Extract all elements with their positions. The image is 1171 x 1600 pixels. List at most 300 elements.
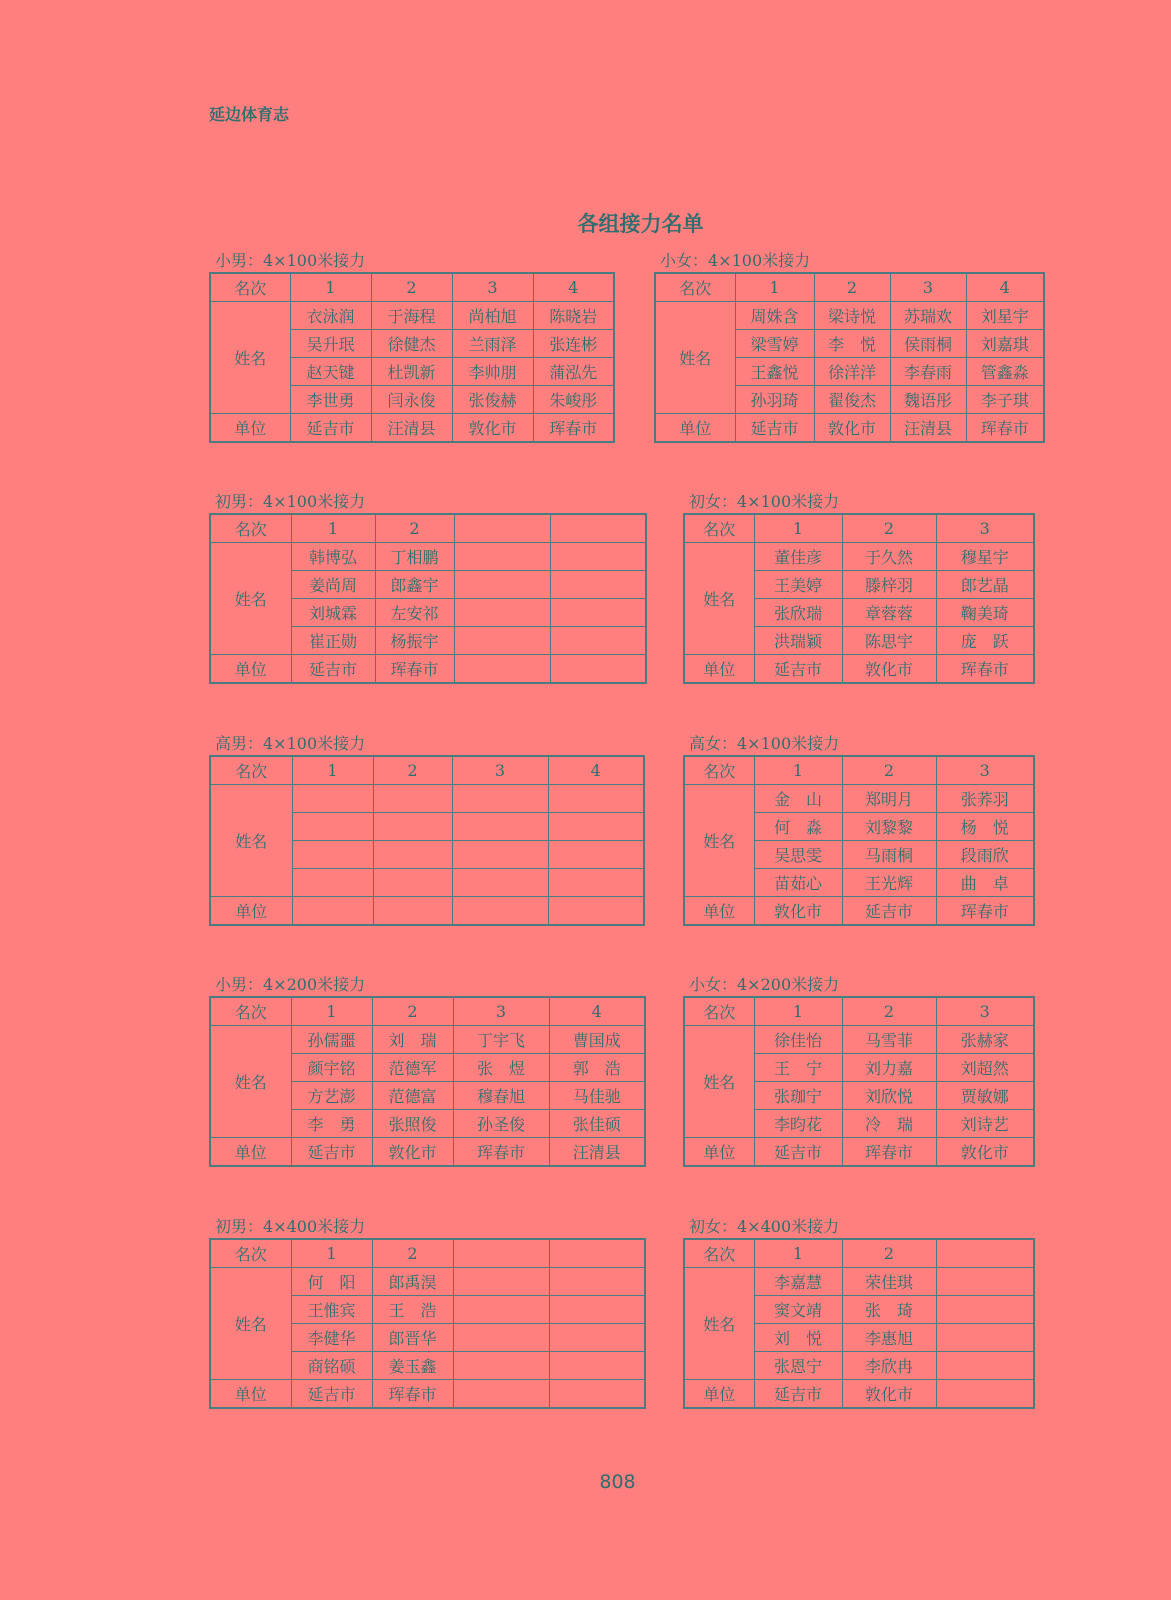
- athlete-name-cell: 张佳硕: [549, 1110, 645, 1138]
- athlete-name-cell: [373, 869, 452, 897]
- rank-cell: 4: [533, 273, 614, 302]
- athlete-name-cell: 张连彬: [533, 330, 614, 358]
- athlete-name-cell: [453, 1352, 549, 1380]
- athlete-name-cell: 刘欣悦: [842, 1082, 936, 1110]
- unit-cell: 延吉市: [291, 1380, 372, 1409]
- page-number: 808: [599, 1471, 636, 1493]
- unit-cell: 珲春市: [842, 1138, 936, 1167]
- unit-label: 单位: [655, 414, 735, 443]
- athlete-name-cell: 张珈宁: [754, 1082, 842, 1110]
- athlete-name-cell: 刘力嘉: [842, 1054, 936, 1082]
- athlete-name-cell: 韩博弘: [291, 543, 375, 571]
- unit-cell: 敦化市: [372, 1138, 453, 1167]
- athlete-name-cell: [549, 1352, 645, 1380]
- name-label: 姓名: [210, 785, 292, 897]
- rank-cell: 3: [453, 997, 549, 1026]
- unit-label: 单位: [210, 1380, 291, 1409]
- unit-cell: 延吉市: [291, 1138, 372, 1167]
- unit-cell: 敦化市: [452, 414, 533, 443]
- athlete-name-cell: 穆春旭: [453, 1082, 549, 1110]
- rank-label: 名次: [655, 273, 735, 302]
- athlete-name-cell: 李帅朋: [452, 358, 533, 386]
- table-row: [210, 302, 614, 330]
- relay-table: [654, 272, 1045, 443]
- athlete-name-cell: 闫永俊: [371, 386, 452, 414]
- athlete-name-cell: 蒲泓先: [533, 358, 614, 386]
- unit-row: [210, 414, 614, 443]
- rank-cell: 1: [754, 514, 842, 543]
- athlete-name-cell: 李昀花: [754, 1110, 842, 1138]
- rank-cell: 2: [842, 997, 936, 1026]
- rank-cell: 1: [754, 1239, 842, 1268]
- relay-table: [683, 513, 1035, 684]
- athlete-name-cell: [549, 1324, 645, 1352]
- relay-table: [209, 1238, 646, 1409]
- athlete-name-cell: 左安祁: [375, 599, 454, 627]
- rank-label: 名次: [684, 756, 754, 785]
- unit-cell: 延吉市: [290, 414, 371, 443]
- table-row: [684, 1268, 1034, 1296]
- unit-cell: 珲春市: [375, 655, 454, 684]
- athlete-name-cell: [936, 1324, 1034, 1352]
- athlete-name-cell: 王鑫悦: [735, 358, 814, 386]
- unit-row: [210, 655, 646, 684]
- athlete-name-cell: 管鑫淼: [966, 358, 1044, 386]
- athlete-name-cell: 张恩宁: [754, 1352, 842, 1380]
- name-label: 姓名: [210, 1268, 291, 1380]
- unit-label: 单位: [210, 655, 291, 684]
- unit-cell: 延吉市: [842, 897, 936, 926]
- rank-row: [210, 273, 614, 302]
- rank-label: 名次: [210, 756, 292, 785]
- athlete-name-cell: 贾敏娜: [936, 1082, 1034, 1110]
- rank-cell: 1: [292, 756, 373, 785]
- unit-cell: 珲春市: [372, 1380, 453, 1409]
- unit-cell: [373, 897, 452, 926]
- athlete-name-cell: 吴思雯: [754, 841, 842, 869]
- rank-row: [655, 273, 1044, 302]
- athlete-name-cell: 陈思宇: [842, 627, 936, 655]
- rank-cell: 4: [548, 756, 644, 785]
- athlete-name-cell: 曹国成: [549, 1026, 645, 1054]
- rank-cell: 2: [842, 1239, 936, 1268]
- rank-cell: 4: [966, 273, 1044, 302]
- relay-table-title: 小男：4×200米接力: [215, 975, 366, 994]
- rank-cell: 1: [291, 997, 372, 1026]
- athlete-name-cell: 魏语彤: [890, 386, 966, 414]
- relay-table-title: 初男：4×400米接力: [215, 1217, 366, 1236]
- rank-label: 名次: [684, 997, 754, 1026]
- table-row: [210, 1268, 645, 1296]
- athlete-name-cell: 姜尚周: [291, 571, 375, 599]
- unit-row: [684, 1380, 1034, 1409]
- table-row: [210, 1026, 645, 1054]
- athlete-name-cell: [936, 1352, 1034, 1380]
- unit-cell: [936, 1380, 1034, 1409]
- name-label: 姓名: [655, 302, 735, 414]
- athlete-name-cell: [550, 627, 646, 655]
- rank-cell: 1: [754, 756, 842, 785]
- athlete-name-cell: 王 宁: [754, 1054, 842, 1082]
- unit-row: [684, 655, 1034, 684]
- athlete-name-cell: [292, 813, 373, 841]
- relay-table-block: [683, 492, 1035, 684]
- unit-label: 单位: [210, 1138, 291, 1167]
- athlete-name-cell: 徐健杰: [371, 330, 452, 358]
- relay-table-title: 初男：4×100米接力: [215, 492, 366, 511]
- athlete-name-cell: [550, 543, 646, 571]
- athlete-name-cell: 刘 瑞: [372, 1026, 453, 1054]
- rank-row: [684, 997, 1034, 1026]
- athlete-name-cell: 李 勇: [291, 1110, 372, 1138]
- athlete-name-cell: 苏瑞欢: [890, 302, 966, 330]
- athlete-name-cell: 范德军: [372, 1054, 453, 1082]
- athlete-name-cell: 刘星宇: [966, 302, 1044, 330]
- relay-table-title: 初女：4×100米接力: [689, 492, 840, 511]
- relay-table-block: [654, 251, 1045, 443]
- athlete-name-cell: 王惟宾: [291, 1296, 372, 1324]
- athlete-name-cell: 苗茹心: [754, 869, 842, 897]
- athlete-name-cell: 曲 卓: [936, 869, 1034, 897]
- athlete-name-cell: 李惠旭: [842, 1324, 936, 1352]
- table-row: [210, 785, 644, 813]
- name-label: 姓名: [210, 543, 291, 655]
- rank-label: 名次: [210, 514, 291, 543]
- athlete-name-cell: 杨振宇: [375, 627, 454, 655]
- unit-label: 单位: [684, 897, 754, 926]
- athlete-name-cell: [373, 785, 452, 813]
- athlete-name-cell: 徐佳怡: [754, 1026, 842, 1054]
- unit-label: 单位: [684, 1138, 754, 1167]
- athlete-name-cell: 章蓉蓉: [842, 599, 936, 627]
- rank-cell: 1: [754, 997, 842, 1026]
- athlete-name-cell: 段雨欣: [936, 841, 1034, 869]
- athlete-name-cell: 刘诗艺: [936, 1110, 1034, 1138]
- rank-cell: 1: [291, 1239, 372, 1268]
- athlete-name-cell: [452, 841, 548, 869]
- athlete-name-cell: [549, 1296, 645, 1324]
- athlete-name-cell: 郎艺晶: [936, 571, 1034, 599]
- relay-table: [209, 513, 647, 684]
- table-row: [210, 543, 646, 571]
- athlete-name-cell: 丁相鹏: [375, 543, 454, 571]
- athlete-name-cell: 孙圣俊: [453, 1110, 549, 1138]
- unit-cell: [549, 1380, 645, 1409]
- athlete-name-cell: 刘城霖: [291, 599, 375, 627]
- rank-label: 名次: [210, 273, 290, 302]
- athlete-name-cell: 周姝含: [735, 302, 814, 330]
- athlete-name-cell: 赵天键: [290, 358, 371, 386]
- rank-cell: 2: [842, 756, 936, 785]
- unit-cell: 敦化市: [754, 897, 842, 926]
- athlete-name-cell: 李世勇: [290, 386, 371, 414]
- unit-cell: 珲春市: [453, 1138, 549, 1167]
- athlete-name-cell: 于久然: [842, 543, 936, 571]
- unit-cell: 敦化市: [936, 1138, 1034, 1167]
- athlete-name-cell: 刘黎黎: [842, 813, 936, 841]
- unit-label: 单位: [210, 414, 290, 443]
- rank-row: [684, 1239, 1034, 1268]
- athlete-name-cell: 郎晋华: [372, 1324, 453, 1352]
- athlete-name-cell: 金 山: [754, 785, 842, 813]
- rank-row: [684, 756, 1034, 785]
- table-row: [684, 785, 1034, 813]
- relay-table-title: 小女：4×100米接力: [660, 251, 811, 270]
- rank-label: 名次: [210, 1239, 291, 1268]
- athlete-name-cell: 穆星宇: [936, 543, 1034, 571]
- rank-row: [210, 514, 646, 543]
- unit-cell: 延吉市: [291, 655, 375, 684]
- athlete-name-cell: 孙羽琦: [735, 386, 814, 414]
- athlete-name-cell: 刘超然: [936, 1054, 1034, 1082]
- athlete-name-cell: 张 琦: [842, 1296, 936, 1324]
- athlete-name-cell: 方艺澎: [291, 1082, 372, 1110]
- running-header: 延边体育志: [209, 105, 290, 124]
- athlete-name-cell: 马雨桐: [842, 841, 936, 869]
- athlete-name-cell: [453, 1268, 549, 1296]
- unit-cell: 延吉市: [754, 1380, 842, 1409]
- athlete-name-cell: [454, 599, 550, 627]
- athlete-name-cell: 张俊赫: [452, 386, 533, 414]
- unit-row: [684, 1138, 1034, 1167]
- athlete-name-cell: [453, 1296, 549, 1324]
- athlete-name-cell: 张荞羽: [936, 785, 1034, 813]
- athlete-name-cell: 李欣冉: [842, 1352, 936, 1380]
- relay-table-block: [683, 734, 1035, 926]
- relay-table-block: [683, 1217, 1035, 1409]
- athlete-name-cell: 张欣瑞: [754, 599, 842, 627]
- unit-cell: 延吉市: [754, 655, 842, 684]
- athlete-name-cell: 孙儒噩: [291, 1026, 372, 1054]
- unit-row: [210, 1380, 645, 1409]
- athlete-name-cell: 马雪菲: [842, 1026, 936, 1054]
- relay-table-title: 小女：4×200米接力: [689, 975, 840, 994]
- athlete-name-cell: 马佳驰: [549, 1082, 645, 1110]
- athlete-name-cell: 滕梓羽: [842, 571, 936, 599]
- athlete-name-cell: [548, 785, 644, 813]
- unit-row: [210, 1138, 645, 1167]
- rank-cell: 2: [372, 997, 453, 1026]
- relay-table-title: 高男：4×100米接力: [215, 734, 366, 753]
- athlete-name-cell: 商铭硕: [291, 1352, 372, 1380]
- athlete-name-cell: 李 悦: [814, 330, 890, 358]
- relay-table: [209, 272, 615, 443]
- athlete-name-cell: 荣佳琪: [842, 1268, 936, 1296]
- athlete-name-cell: 颜宇铭: [291, 1054, 372, 1082]
- athlete-name-cell: [373, 813, 452, 841]
- athlete-name-cell: 郑明月: [842, 785, 936, 813]
- relay-table: [683, 755, 1035, 926]
- rank-cell: 1: [291, 514, 375, 543]
- relay-table-title: 初女：4×400米接力: [689, 1217, 840, 1236]
- athlete-name-cell: 杜凯新: [371, 358, 452, 386]
- relay-table-title: 高女：4×100米接力: [689, 734, 840, 753]
- relay-table-block: [209, 492, 647, 684]
- unit-cell: 汪清县: [371, 414, 452, 443]
- athlete-name-cell: [548, 869, 644, 897]
- rank-cell: 2: [371, 273, 452, 302]
- rank-cell: 1: [735, 273, 814, 302]
- relay-table: [683, 1238, 1035, 1409]
- page-title: 各组接力名单: [577, 212, 704, 236]
- unit-cell: 敦化市: [842, 655, 936, 684]
- relay-table-block: [683, 975, 1035, 1167]
- relay-table: [209, 996, 646, 1167]
- athlete-name-cell: 梁雪婷: [735, 330, 814, 358]
- unit-row: [655, 414, 1044, 443]
- rank-cell: 2: [814, 273, 890, 302]
- athlete-name-cell: 张照俊: [372, 1110, 453, 1138]
- unit-row: [684, 897, 1034, 926]
- athlete-name-cell: 兰雨泽: [452, 330, 533, 358]
- rank-cell: [549, 1239, 645, 1268]
- rank-cell: 2: [375, 514, 454, 543]
- rank-cell: [550, 514, 646, 543]
- athlete-name-cell: 张赫家: [936, 1026, 1034, 1054]
- name-label: 姓名: [684, 1026, 754, 1138]
- relay-table: [683, 996, 1035, 1167]
- athlete-name-cell: [292, 841, 373, 869]
- rank-cell: [936, 1239, 1034, 1268]
- athlete-name-cell: 庞 跃: [936, 627, 1034, 655]
- athlete-name-cell: 窦文靖: [754, 1296, 842, 1324]
- athlete-name-cell: 翟俊杰: [814, 386, 890, 414]
- unit-cell: 延吉市: [754, 1138, 842, 1167]
- unit-cell: 敦化市: [842, 1380, 936, 1409]
- rank-cell: 3: [452, 756, 548, 785]
- athlete-name-cell: [452, 785, 548, 813]
- relay-table-title: 小男：4×100米接力: [215, 251, 366, 270]
- athlete-name-cell: 朱峻彤: [533, 386, 614, 414]
- athlete-name-cell: 鞠美琦: [936, 599, 1034, 627]
- athlete-name-cell: 王 浩: [372, 1296, 453, 1324]
- rank-label: 名次: [684, 514, 754, 543]
- relay-table-block: [209, 734, 645, 926]
- rank-label: 名次: [684, 1239, 754, 1268]
- athlete-name-cell: 刘 悦: [754, 1324, 842, 1352]
- athlete-name-cell: 李春雨: [890, 358, 966, 386]
- athlete-name-cell: 范德富: [372, 1082, 453, 1110]
- athlete-name-cell: 何 淼: [754, 813, 842, 841]
- athlete-name-cell: [936, 1268, 1034, 1296]
- unit-cell: [452, 897, 548, 926]
- unit-cell: [550, 655, 646, 684]
- relay-table: [209, 755, 645, 926]
- rank-cell: 2: [373, 756, 452, 785]
- athlete-name-cell: 李健华: [291, 1324, 372, 1352]
- athlete-name-cell: 陈晓岩: [533, 302, 614, 330]
- relay-table-block: [209, 975, 646, 1167]
- rank-cell: [454, 514, 550, 543]
- athlete-name-cell: 李嘉慧: [754, 1268, 842, 1296]
- athlete-name-cell: [550, 571, 646, 599]
- athlete-name-cell: 吴升珉: [290, 330, 371, 358]
- rank-cell: 1: [290, 273, 371, 302]
- athlete-name-cell: 崔正勋: [291, 627, 375, 655]
- athlete-name-cell: [548, 813, 644, 841]
- table-row: [655, 302, 1044, 330]
- athlete-name-cell: 董佳彦: [754, 543, 842, 571]
- athlete-name-cell: 何 阳: [291, 1268, 372, 1296]
- rank-cell: 3: [452, 273, 533, 302]
- athlete-name-cell: [454, 571, 550, 599]
- unit-cell: 敦化市: [814, 414, 890, 443]
- athlete-name-cell: 衣泳润: [290, 302, 371, 330]
- athlete-name-cell: 侯雨桐: [890, 330, 966, 358]
- unit-label: 单位: [684, 1380, 754, 1409]
- athlete-name-cell: 洪瑞颖: [754, 627, 842, 655]
- name-label: 姓名: [210, 302, 290, 414]
- rank-cell: [453, 1239, 549, 1268]
- unit-cell: [453, 1380, 549, 1409]
- athlete-name-cell: 郭 浩: [549, 1054, 645, 1082]
- athlete-name-cell: 丁宇飞: [453, 1026, 549, 1054]
- athlete-name-cell: [453, 1324, 549, 1352]
- unit-cell: 珲春市: [936, 897, 1034, 926]
- unit-label: 单位: [210, 897, 292, 926]
- rank-cell: 3: [936, 514, 1034, 543]
- unit-cell: 汪清县: [890, 414, 966, 443]
- athlete-name-cell: 徐洋洋: [814, 358, 890, 386]
- athlete-name-cell: 张 煜: [453, 1054, 549, 1082]
- table-row: [684, 543, 1034, 571]
- unit-cell: 珲春市: [533, 414, 614, 443]
- athlete-name-cell: 刘嘉琪: [966, 330, 1044, 358]
- unit-cell: 珲春市: [936, 655, 1034, 684]
- athlete-name-cell: [548, 841, 644, 869]
- athlete-name-cell: 郎鑫宇: [375, 571, 454, 599]
- athlete-name-cell: [292, 785, 373, 813]
- unit-cell: [548, 897, 644, 926]
- athlete-name-cell: 王美婷: [754, 571, 842, 599]
- rank-cell: 3: [890, 273, 966, 302]
- athlete-name-cell: 梁诗悦: [814, 302, 890, 330]
- athlete-name-cell: 尚柏旭: [452, 302, 533, 330]
- rank-cell: 2: [372, 1239, 453, 1268]
- athlete-name-cell: [452, 813, 548, 841]
- athlete-name-cell: 冷 瑞: [842, 1110, 936, 1138]
- athlete-name-cell: [549, 1268, 645, 1296]
- rank-cell: 3: [936, 756, 1034, 785]
- relay-table-block: [209, 1217, 646, 1409]
- rank-row: [684, 514, 1034, 543]
- rank-cell: 3: [936, 997, 1034, 1026]
- unit-cell: [292, 897, 373, 926]
- athlete-name-cell: [454, 627, 550, 655]
- athlete-name-cell: [454, 543, 550, 571]
- athlete-name-cell: [292, 869, 373, 897]
- rank-row: [210, 997, 645, 1026]
- unit-cell: 汪清县: [549, 1138, 645, 1167]
- athlete-name-cell: 姜玉鑫: [372, 1352, 453, 1380]
- unit-cell: 延吉市: [735, 414, 814, 443]
- athlete-name-cell: 李子琪: [966, 386, 1044, 414]
- athlete-name-cell: [936, 1296, 1034, 1324]
- unit-label: 单位: [684, 655, 754, 684]
- athlete-name-cell: [550, 599, 646, 627]
- name-label: 姓名: [684, 1268, 754, 1380]
- unit-cell: 珲春市: [966, 414, 1044, 443]
- unit-row: [210, 897, 644, 926]
- athlete-name-cell: 杨 悦: [936, 813, 1034, 841]
- rank-row: [210, 1239, 645, 1268]
- athlete-name-cell: [373, 841, 452, 869]
- unit-cell: [454, 655, 550, 684]
- rank-cell: 2: [842, 514, 936, 543]
- table-row: [684, 1026, 1034, 1054]
- name-label: 姓名: [684, 785, 754, 897]
- rank-cell: 4: [549, 997, 645, 1026]
